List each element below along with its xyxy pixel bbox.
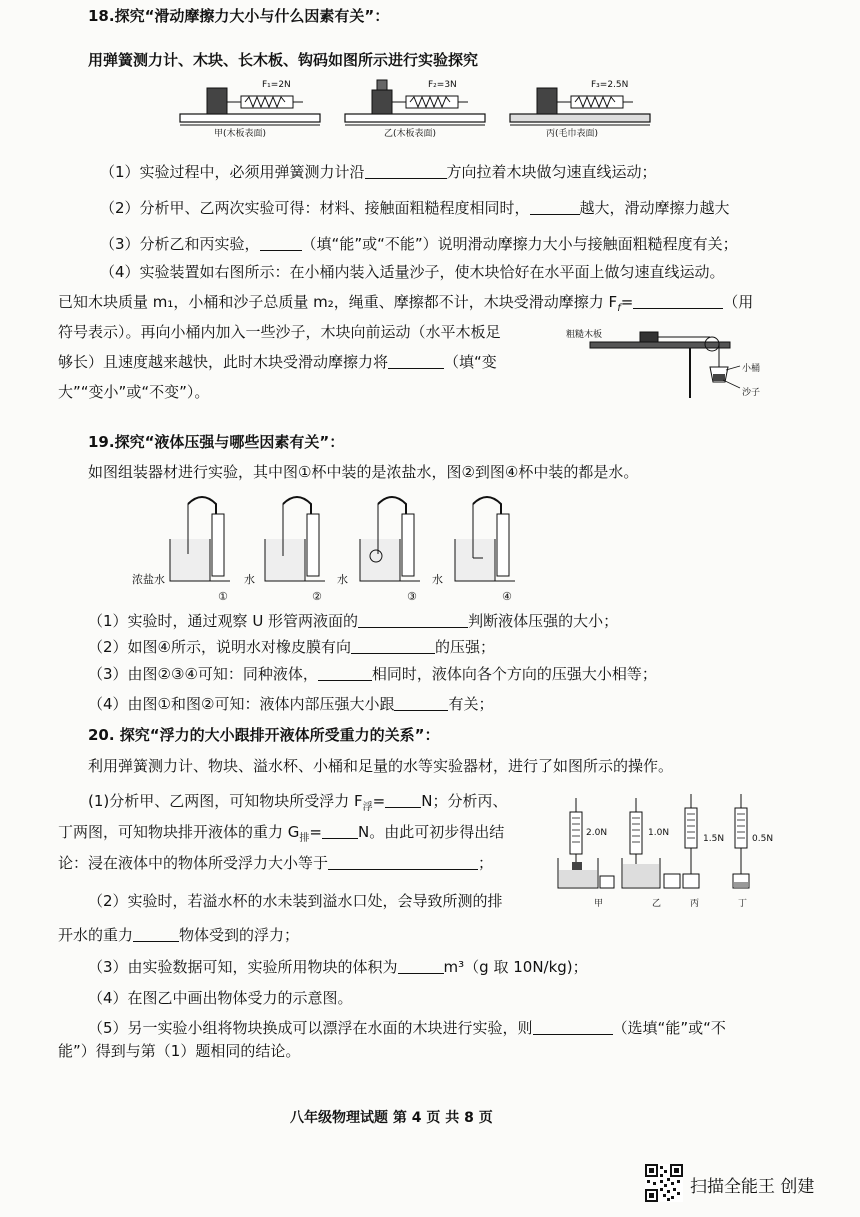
reading-jia: 2.0N xyxy=(586,828,608,838)
answer-blank[interactable] xyxy=(530,199,580,215)
friction-subscript: f xyxy=(617,303,621,314)
q18-part2 xyxy=(100,198,730,218)
q19-part1 xyxy=(88,611,618,631)
fig-num-3: ③ xyxy=(407,590,417,603)
q18-p2-text-end: 越大，滑动摩擦力越大 xyxy=(579,199,730,217)
q20-p1-text-end: N。由此可初步得出结 xyxy=(357,823,505,841)
answer-blank[interactable] xyxy=(398,958,444,974)
bucket-label: 小桶 xyxy=(742,364,761,374)
setup-4 xyxy=(455,497,515,581)
q18-p2-text: （2）分析甲、乙两次实验可得：材料、接触面粗糙程度相同时， xyxy=(100,199,530,217)
q18-p4-text: 已知木块质量 m₁，小桶和沙子总质量 m₂，绳重、摩擦都不计，木块受滑动摩擦力 F xyxy=(58,293,618,311)
buoyancy-experiment-figure xyxy=(552,790,782,900)
fig-num-4: ④ xyxy=(502,590,512,603)
q19-p2-text: （2）如图④所示，说明水对橡皮膜有向 xyxy=(88,638,351,656)
answer-blank[interactable] xyxy=(633,293,723,309)
q20-part3 xyxy=(88,957,588,977)
q18-p4-text-end: （填“变 xyxy=(444,353,497,371)
displaced-subscript: 排 xyxy=(299,833,310,844)
answer-blank[interactable] xyxy=(388,353,444,369)
caption-bing-20: 丙 xyxy=(690,899,700,909)
fig-num-2: ② xyxy=(312,590,322,603)
answer-blank[interactable] xyxy=(394,695,448,711)
answer-blank[interactable] xyxy=(318,665,372,681)
q19-p4-text: （4）由图①和图②可知：液体内部压强大小跟 xyxy=(88,695,395,713)
qr-code-icon xyxy=(645,1164,683,1202)
reading-bing: 1.5N xyxy=(703,834,725,844)
page-footer: 八年级物理试题 第 4 页 共 8 页 xyxy=(290,1110,493,1126)
answer-blank[interactable] xyxy=(365,163,447,179)
q20-p1-text: 论：浸在液体中的物体所受浮力大小等于 xyxy=(58,854,329,872)
q18-p3-text-end: （填“能”或“不能”）说明滑动摩擦力大小与接触面粗糙程度有关； xyxy=(301,235,738,253)
q18-intro: 用弹簧测力计、木块、长木板、钩码如图所示进行实验探究 xyxy=(88,51,479,69)
q20-p1-text: 丁两图，可知物块排开液体的重力 G xyxy=(58,823,300,841)
answer-blank[interactable] xyxy=(358,612,468,628)
label-water-3: 水 xyxy=(337,573,348,586)
f1-label: F₁=2N xyxy=(262,80,291,90)
answer-blank[interactable] xyxy=(351,638,435,654)
q19-p4-text-end: 有关； xyxy=(448,695,494,713)
q20-p2-text: 开水的重力 xyxy=(58,926,134,944)
q20-intro: 利用弹簧测力计、物块、溢水杯、小桶和足量的水等实验器材，进行了如图所示的操作。 xyxy=(88,757,674,775)
answer-blank[interactable] xyxy=(260,235,302,251)
q19-p3-text-end: 相同时，液体向各个方向的压强大小相等； xyxy=(371,665,657,683)
q18-p1-text-end: 方向拉着木块做匀速直线运动； xyxy=(446,163,657,181)
q19-intro: 如图组装器材进行实验，其中图①杯中装的是浓盐水，图②到图④杯中装的都是水。 xyxy=(88,463,639,481)
q20-part1-line2 xyxy=(58,822,504,849)
q20-p1-text: (1)分析甲、乙两图，可知物块所受浮力 F xyxy=(88,792,363,810)
q20-p5-text-end: （选填“能”或“不 xyxy=(612,1019,726,1037)
q20-p1-text-end: ； xyxy=(478,854,494,872)
q18-part4-line2 xyxy=(58,292,753,319)
q18-p1-text: （1）实验过程中，必须用弹簧测力计沿 xyxy=(100,163,365,181)
q19-part2 xyxy=(88,637,495,657)
caption-jia-20: 甲 xyxy=(594,899,604,909)
q18-part3 xyxy=(100,234,738,254)
q18-part4-line5: 大”“变小”或“不变”）。 xyxy=(58,383,210,401)
q18-p4-text-end: （用 xyxy=(723,293,754,311)
setup-3 xyxy=(360,497,420,581)
q18-part4-line3: 符号表示）。再向小桶内加入一些沙子，木块向前运动（水平木板足 xyxy=(58,323,501,341)
caption-bing: 丙(毛巾表面) xyxy=(546,129,599,139)
q20-title: 20. 探究“浮力的大小跟排开液体所受重力的关系”： xyxy=(88,726,440,744)
caption-jia: 甲(木板表面) xyxy=(214,129,267,139)
answer-blank[interactable] xyxy=(322,823,358,839)
caption-ding-20: 丁 xyxy=(738,899,748,909)
q20-part5-line1 xyxy=(88,1018,726,1038)
q20-p3-text-end: m³（g 取 10N/kg)； xyxy=(443,958,588,976)
fig-num-1: ① xyxy=(218,590,228,603)
q19-p3-text: （3）由图②③④可知：同种液体， xyxy=(88,665,318,683)
buoyancy-subscript: 浮 xyxy=(362,802,373,813)
scanner-watermark: 扫描全能王 创建 xyxy=(690,1177,815,1197)
q19-p1-text: （1）实验时，通过观察 U 形管两液面的 xyxy=(88,612,359,630)
q20-p2-text-end: 物体受到的浮力； xyxy=(179,926,300,944)
answer-blank[interactable] xyxy=(133,926,179,942)
f3-label: F₃=2.5N xyxy=(591,80,629,90)
q20-p1-text-end: N；分析丙、 xyxy=(421,792,508,810)
q18-p4-text: 够长）且速度越来越快，此时木块受滑动摩擦力将 xyxy=(58,353,389,371)
q18-part1 xyxy=(100,162,657,182)
equals-sign: = xyxy=(309,823,322,841)
q20-p3-text: （3）由实验数据可知，实验所用物块的体积为 xyxy=(88,958,398,976)
q18-p3-text: （3）分析乙和丙实验， xyxy=(100,235,260,253)
q20-part1-line3 xyxy=(58,853,493,873)
q18-title: 18.探究“滑动摩擦力大小与什么因素有关”： xyxy=(88,7,390,25)
q19-part3 xyxy=(88,664,657,684)
q19-p2-text-end: 的压强； xyxy=(435,638,496,656)
setup-1 xyxy=(170,497,230,581)
equals-sign: = xyxy=(620,293,634,311)
answer-blank[interactable] xyxy=(385,792,421,808)
q20-part1-line1 xyxy=(88,791,507,818)
q18-part4-line1: （4）实验装置如右图所示：在小桶内装入适量沙子，使木块恰好在水平面上做匀速直线运动。 xyxy=(100,263,725,281)
q20-p5-text: （5）另一实验小组将物块换成可以漂浮在水面的木块进行实验，则 xyxy=(88,1019,533,1037)
caption-yi-20: 乙 xyxy=(652,899,662,909)
q19-part4 xyxy=(88,694,493,714)
label-water-2: 水 xyxy=(244,573,255,586)
q19-title: 19.探究“液体压强与哪些因素有关”： xyxy=(88,433,345,451)
q20-part4: （4）在图乙中画出物体受力的示意图。 xyxy=(88,989,353,1007)
f2-label: F₂=3N xyxy=(428,80,457,90)
label-brine: 浓盐水 xyxy=(132,573,165,586)
label-water-4: 水 xyxy=(432,573,443,586)
reading-ding: 0.5N xyxy=(752,834,774,844)
sand-label: 沙子 xyxy=(742,388,761,398)
q19-p1-text-end: 判断液体压强的大小； xyxy=(468,612,619,630)
setup-2 xyxy=(265,497,325,581)
board-label: 粗糙木板 xyxy=(566,330,603,340)
equals-sign: = xyxy=(372,792,386,810)
q20-part5-line2: 能”）得到与第（1）题相同的结论。 xyxy=(58,1042,301,1060)
q20-part2-line2 xyxy=(58,925,299,945)
caption-yi: 乙(木板表面) xyxy=(384,129,437,139)
reading-yi: 1.0N xyxy=(648,828,670,838)
answer-blank[interactable] xyxy=(533,1019,613,1035)
q20-part2-line1: （2）实验时，若溢水杯的水未装到溢水口处，会导致所测的排 xyxy=(88,892,503,910)
q18-part4-line4 xyxy=(58,352,497,372)
answer-blank[interactable] xyxy=(328,854,478,870)
